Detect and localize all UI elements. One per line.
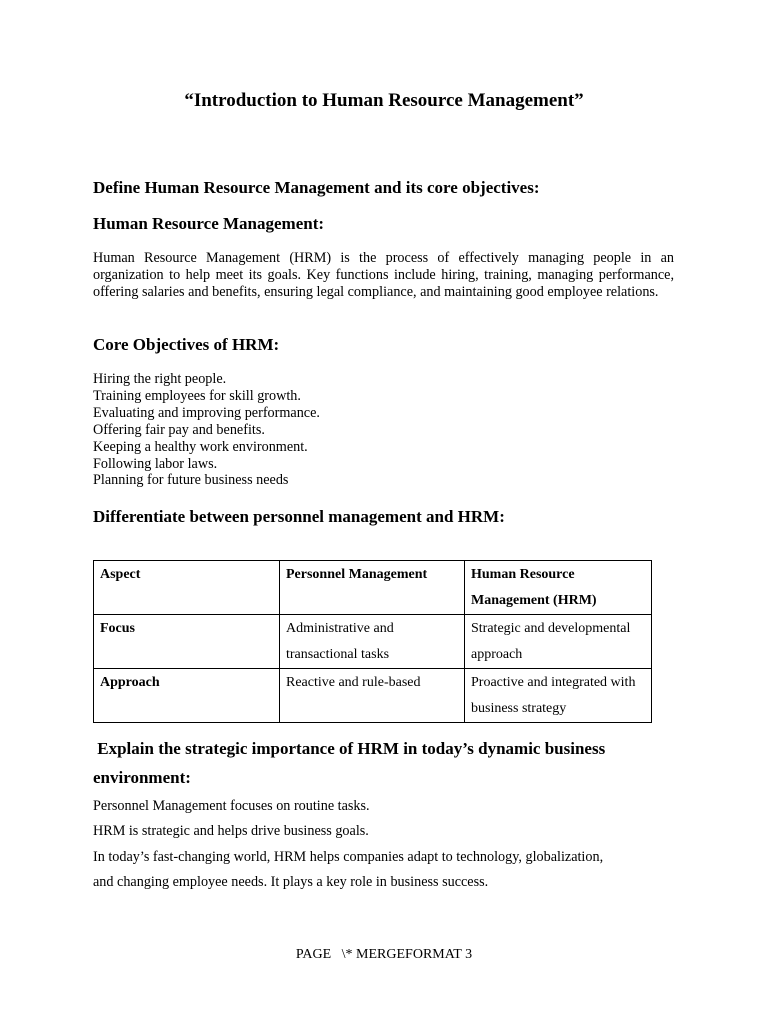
body-line: HRM is strategic and helps drive business goals.: [93, 823, 369, 839]
objective-item: Following labor laws.: [93, 455, 218, 472]
objective-item: Planning for future business needs: [93, 472, 289, 489]
section-heading-strategic-line2: environment:: [93, 768, 191, 787]
table-row: [94, 669, 652, 723]
body-line: Personnel Management focuses on routine tasks.: [93, 798, 370, 814]
core-objectives-heading: Core Objectives of HRM:: [93, 335, 280, 354]
page-footer: PAGE \* MERGEFORMAT 3: [295, 947, 473, 962]
table-cell: Focus: [94, 615, 280, 669]
table-row: [94, 615, 652, 669]
table-cell: Reactive and rule-based: [280, 669, 465, 723]
objective-item: Evaluating and improving performance.: [93, 404, 320, 421]
body-line: In today’s fast-changing world, HRM helps companies adapt to technology, globalization,: [93, 849, 604, 865]
objective-item: Offering fair pay and benefits.: [93, 421, 265, 438]
section-heading-define-hrm: Define Human Resource Management and its core objectives:: [93, 178, 540, 197]
table-header-cell: Personnel Management: [280, 561, 465, 615]
document-title: “Introduction to Human Resource Management”: [184, 90, 584, 111]
section-heading-differentiate: Differentiate between personnel management and HRM:: [93, 507, 505, 526]
table-header-cell: Human Resource Management (HRM): [465, 561, 652, 615]
hrm-heading: Human Resource Management:: [93, 214, 325, 233]
table-cell: Strategic and developmental approach: [465, 615, 652, 669]
section-heading-strategic-line1: Explain the strategic importance of HRM in today’s dynamic business: [93, 739, 606, 758]
table-header-row: [94, 561, 652, 615]
core-objectives-list: [93, 371, 320, 489]
objective-item: Keeping a healthy work environment.: [93, 438, 308, 455]
hrm-definition-paragraph: Human Resource Management (HRM) is the process of effectively managing people in an organization to help meet its goals. Key functions include hiring, training, managing performance, offering salaries and benefits, ensuring legal compliance, and maintaining good employee relations.: [93, 250, 674, 300]
objective-item: Training employees for skill growth.: [93, 387, 301, 404]
comparison-table: [93, 560, 652, 723]
table-cell: Administrative and transactional tasks: [280, 615, 465, 669]
table-cell: Proactive and integrated with business strategy: [465, 669, 652, 723]
table-header-cell: Aspect: [94, 561, 280, 615]
table-cell: Approach: [94, 669, 280, 723]
objective-item: Hiring the right people.: [93, 371, 227, 387]
body-line: and changing employee needs. It plays a key role in business success.: [93, 874, 489, 890]
